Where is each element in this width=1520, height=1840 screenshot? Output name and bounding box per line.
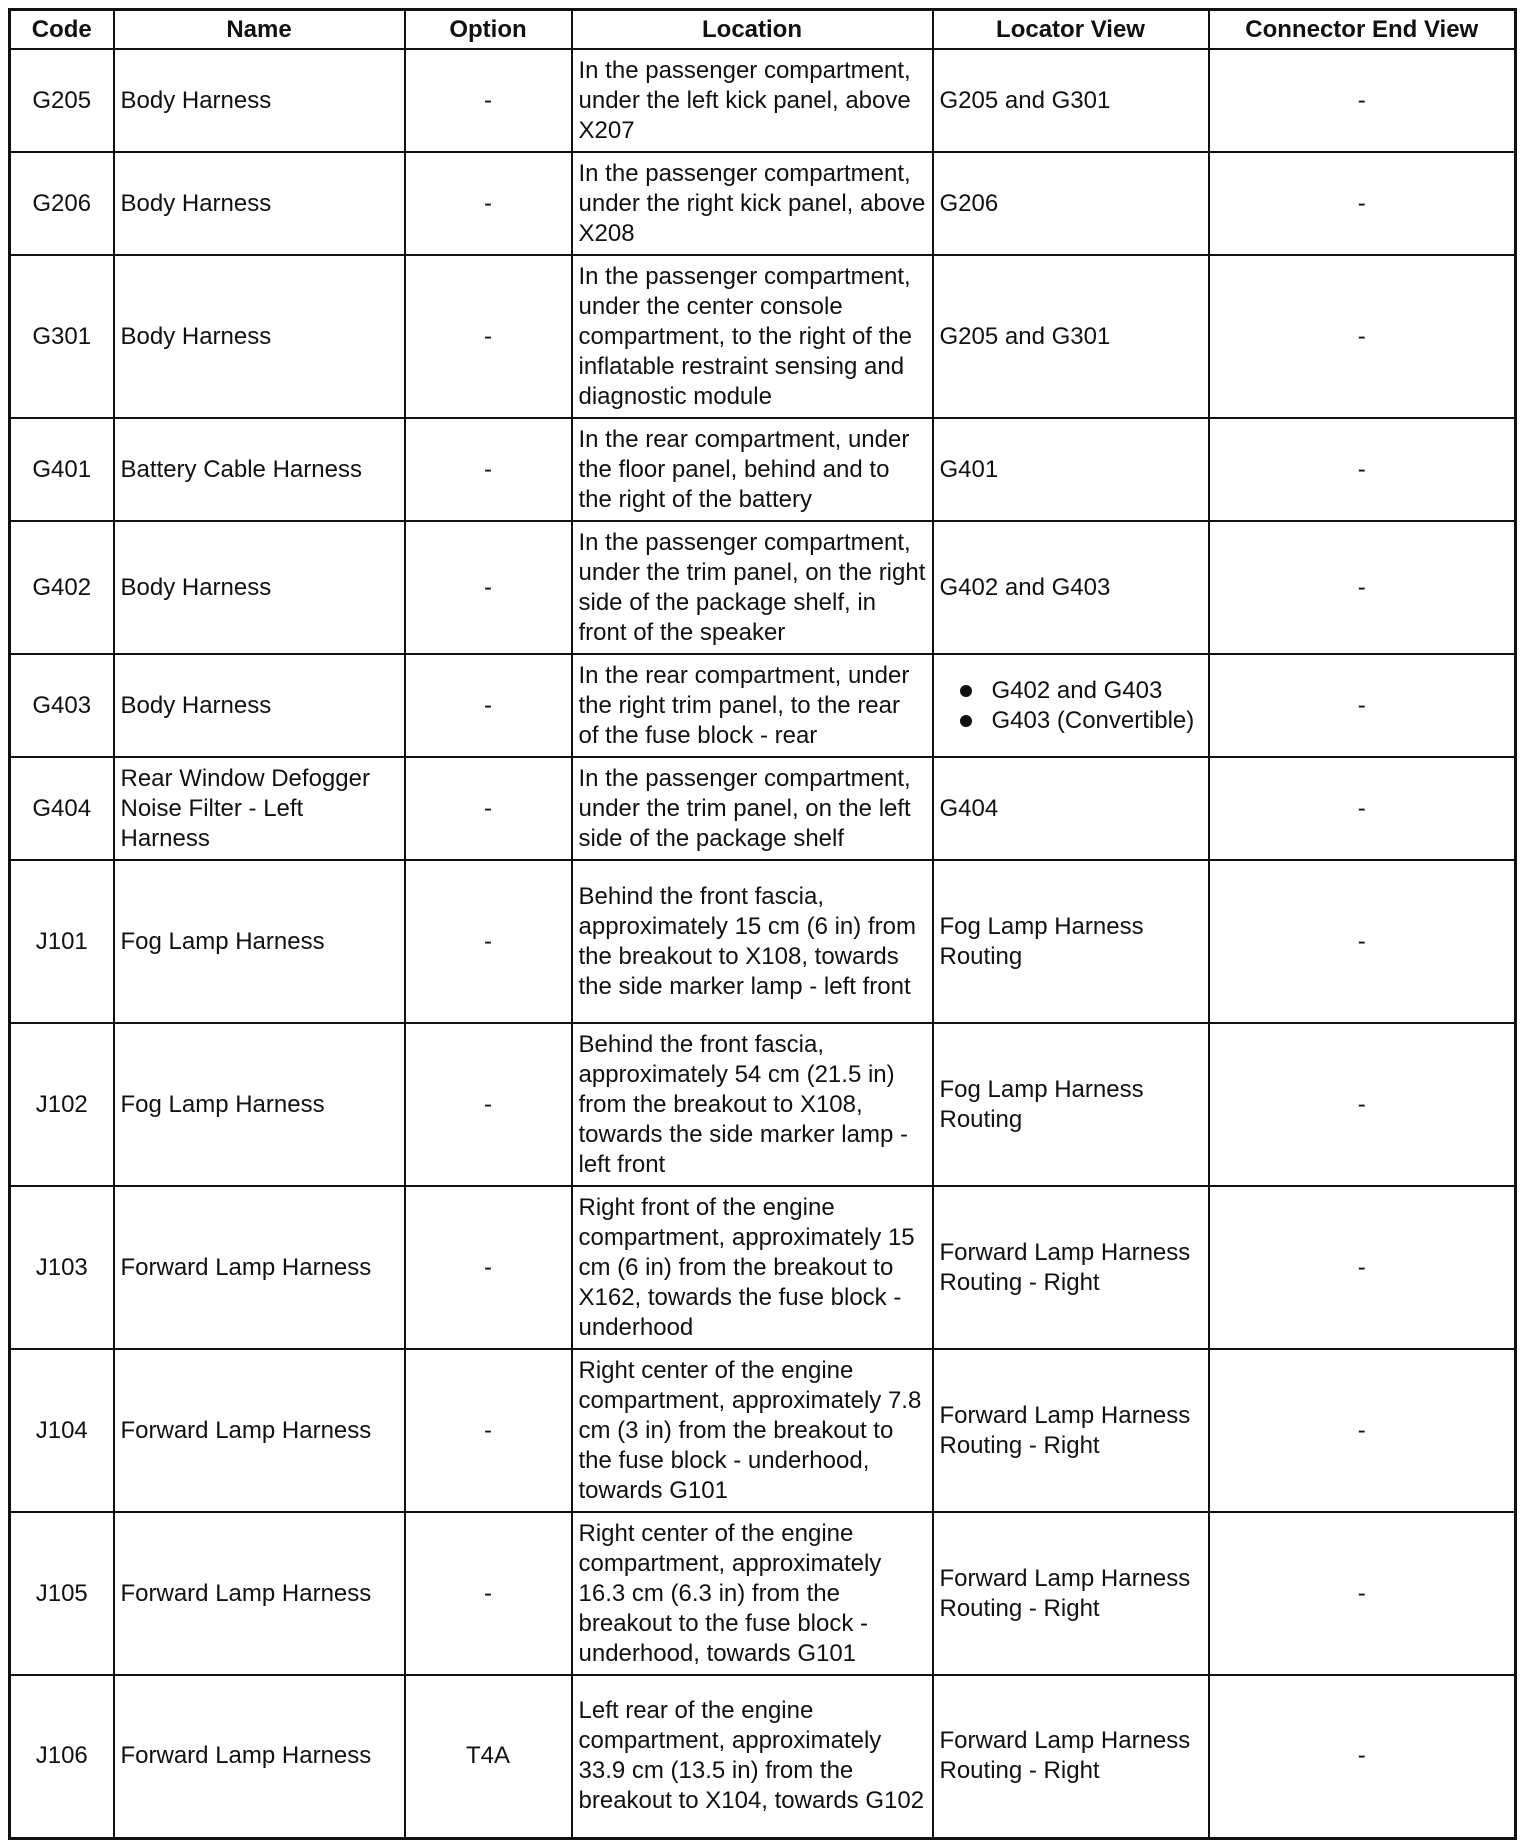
cell-connector-end-view: - — [1209, 1512, 1516, 1675]
cell-location: Right front of the engine compartment, approximately 15 cm (6 in) from the breakout to X162, towards the fuse block - underhood — [572, 1186, 933, 1349]
cell-connector-end-view: - — [1209, 152, 1516, 255]
cell-locator-view: G205 and G301 — [933, 49, 1209, 152]
cell-name: Body Harness — [114, 654, 405, 757]
table-row — [10, 49, 1516, 152]
cell-option: - — [405, 255, 572, 418]
cell-name: Body Harness — [114, 255, 405, 418]
cell-location: In the passenger compartment, under the left kick panel, above X207 — [572, 49, 933, 152]
cell-connector-end-view: - — [1209, 860, 1516, 1023]
cell-name: Rear Window Defogger Noise Filter - Left Harness — [114, 757, 405, 860]
cell-option: - — [405, 49, 572, 152]
cell-location: In the passenger compartment, under the trim panel, on the left side of the package shelf — [572, 757, 933, 860]
cell-connector-end-view: - — [1209, 418, 1516, 521]
cell-option: - — [405, 757, 572, 860]
cell-option: - — [405, 1023, 572, 1186]
cell-location: Behind the front fascia, approximately 54 cm (21.5 in) from the breakout to X108, towards the side marker lamp - left front — [572, 1023, 933, 1186]
cell-option: - — [405, 1349, 572, 1512]
cell-code: J103 — [10, 1186, 114, 1349]
cell-option: - — [405, 521, 572, 654]
cell-code: G402 — [10, 521, 114, 654]
table-row — [10, 1186, 1516, 1349]
table-row — [10, 255, 1516, 418]
cell-locator-view: Fog Lamp Harness Routing — [933, 1023, 1209, 1186]
cell-option: - — [405, 654, 572, 757]
locator-view-item: G402 and G403 — [958, 676, 1202, 706]
table-row — [10, 1023, 1516, 1186]
header-connector-end-view: Connector End View — [1209, 10, 1516, 50]
cell-code: G403 — [10, 654, 114, 757]
cell-connector-end-view: - — [1209, 1023, 1516, 1186]
table-row — [10, 521, 1516, 654]
cell-location: Left rear of the engine compartment, approximately 33.9 cm (13.5 in) from the breakout to X104, towards G102 — [572, 1675, 933, 1838]
cell-location: Right center of the engine compartment, approximately 7.8 cm (3 in) from the breakout to the fuse block - underhood, towards G101 — [572, 1349, 933, 1512]
table-row — [10, 1349, 1516, 1512]
cell-locator-view: G401 — [933, 418, 1209, 521]
cell-location: In the passenger compartment, under the center console compartment, to the right of the inflatable restraint sensing and diagnostic module — [572, 255, 933, 418]
table-row — [10, 418, 1516, 521]
cell-connector-end-view: - — [1209, 521, 1516, 654]
cell-code: J104 — [10, 1349, 114, 1512]
cell-code: G301 — [10, 255, 114, 418]
cell-code: G401 — [10, 418, 114, 521]
cell-code: G206 — [10, 152, 114, 255]
header-option: Option — [405, 10, 572, 50]
cell-code: J101 — [10, 860, 114, 1023]
cell-code: G205 — [10, 49, 114, 152]
cell-connector-end-view: - — [1209, 1349, 1516, 1512]
cell-code: J106 — [10, 1675, 114, 1838]
cell-code: J105 — [10, 1512, 114, 1675]
cell-name: Forward Lamp Harness — [114, 1186, 405, 1349]
cell-location: In the rear compartment, under the floor panel, behind and to the right of the battery — [572, 418, 933, 521]
cell-locator-view: G205 and G301 — [933, 255, 1209, 418]
header-code: Code — [10, 10, 114, 50]
cell-location: In the rear compartment, under the right trim panel, to the rear of the fuse block - rear — [572, 654, 933, 757]
cell-locator-view: Forward Lamp Harness Routing - Right — [933, 1349, 1209, 1512]
cell-location: Right center of the engine compartment, approximately 16.3 cm (6.3 in) from the breakout to the fuse block - underhood, towards G101 — [572, 1512, 933, 1675]
table-row — [10, 654, 1516, 757]
cell-name: Forward Lamp Harness — [114, 1349, 405, 1512]
cell-locator-view: Fog Lamp Harness Routing — [933, 860, 1209, 1023]
cell-option: - — [405, 860, 572, 1023]
cell-connector-end-view: - — [1209, 1675, 1516, 1838]
header-location: Location — [572, 10, 933, 50]
cell-option: - — [405, 1512, 572, 1675]
cell-name: Fog Lamp Harness — [114, 1023, 405, 1186]
table-row — [10, 152, 1516, 255]
cell-option: - — [405, 1186, 572, 1349]
table-row — [10, 1512, 1516, 1675]
cell-option: - — [405, 152, 572, 255]
cell-name: Forward Lamp Harness — [114, 1675, 405, 1838]
header-row — [10, 10, 1516, 50]
cell-name: Body Harness — [114, 521, 405, 654]
header-locator-view: Locator View — [933, 10, 1209, 50]
cell-name: Body Harness — [114, 49, 405, 152]
table-row — [10, 860, 1516, 1023]
table-row — [10, 1675, 1516, 1838]
cell-connector-end-view: - — [1209, 757, 1516, 860]
cell-option: - — [405, 418, 572, 521]
table-row — [10, 757, 1516, 860]
cell-name: Fog Lamp Harness — [114, 860, 405, 1023]
table-body — [10, 49, 1516, 1838]
cell-locator-view: G404 — [933, 757, 1209, 860]
cell-option: T4A — [405, 1675, 572, 1838]
cell-locator-view: Forward Lamp Harness Routing - Right — [933, 1186, 1209, 1349]
header-name: Name — [114, 10, 405, 50]
connector-table — [8, 8, 1517, 1840]
cell-name: Battery Cable Harness — [114, 418, 405, 521]
cell-locator-view: G206 — [933, 152, 1209, 255]
cell-code: G404 — [10, 757, 114, 860]
cell-locator-view — [933, 654, 1209, 757]
cell-connector-end-view: - — [1209, 255, 1516, 418]
cell-locator-view: G402 and G403 — [933, 521, 1209, 654]
cell-name: Forward Lamp Harness — [114, 1512, 405, 1675]
cell-location: Behind the front fascia, approximately 15 cm (6 in) from the breakout to X108, towards the side marker lamp - left front — [572, 860, 933, 1023]
locator-view-item: G403 (Convertible) — [958, 706, 1202, 736]
cell-connector-end-view: - — [1209, 49, 1516, 152]
cell-name: Body Harness — [114, 152, 405, 255]
cell-location: In the passenger compartment, under the right kick panel, above X208 — [572, 152, 933, 255]
cell-connector-end-view: - — [1209, 654, 1516, 757]
cell-code: J102 — [10, 1023, 114, 1186]
cell-connector-end-view: - — [1209, 1186, 1516, 1349]
locator-view-list — [940, 676, 1202, 736]
cell-location: In the passenger compartment, under the trim panel, on the right side of the package shelf, in front of the speaker — [572, 521, 933, 654]
cell-locator-view: Forward Lamp Harness Routing - Right — [933, 1512, 1209, 1675]
cell-locator-view: Forward Lamp Harness Routing - Right — [933, 1675, 1209, 1838]
